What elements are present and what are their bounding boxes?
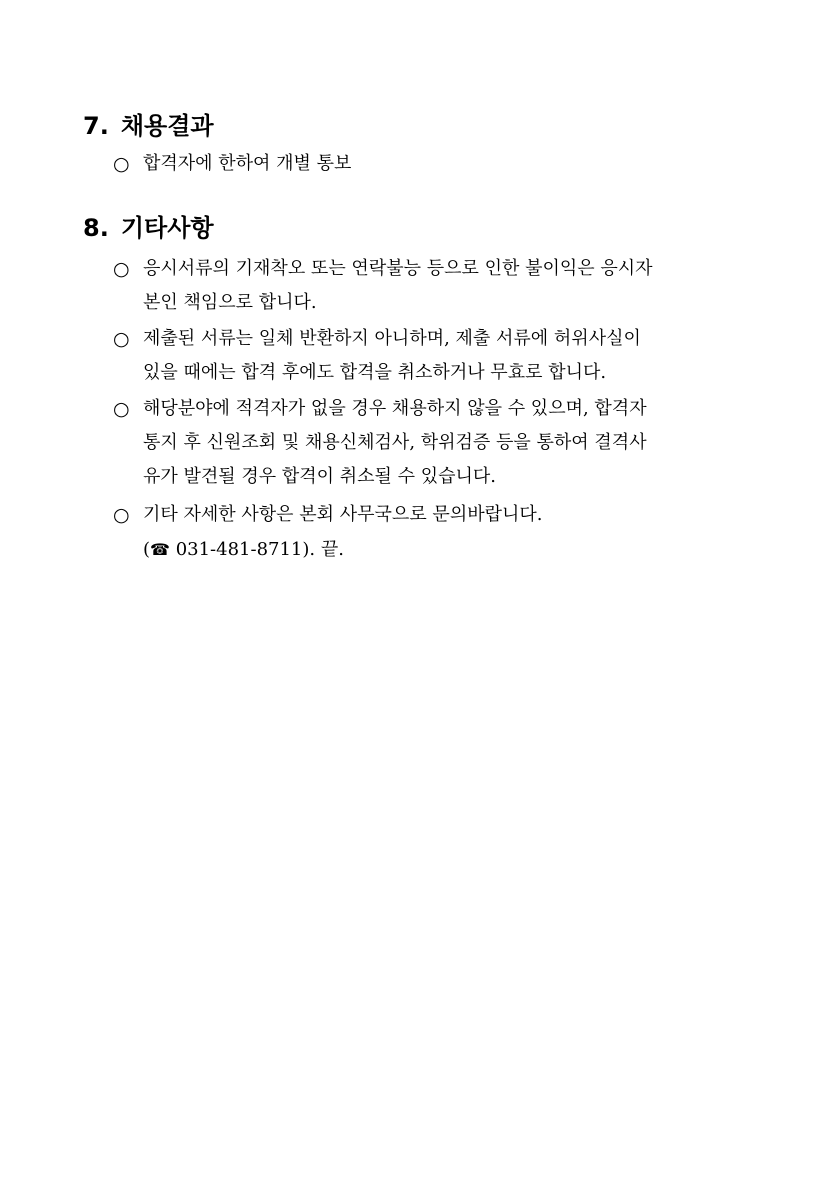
section-title: 기타사항: [120, 214, 214, 242]
item-line: 응시서류의 기재착오 또는 연락불능 등으로 인한 불이익은 응시자: [143, 258, 653, 279]
item-line: 해당분야에 적격자가 없을 경우 채용하지 않을 수 있으며, 합격자: [143, 398, 647, 419]
list-item: [113, 392, 763, 494]
item-line: 있을 때에는 합격 후에도 합격을 취소하거나 무효로 합니다.: [143, 362, 607, 383]
list-item: [113, 498, 763, 532]
list-item: [113, 252, 763, 320]
section-heading-8: [83, 214, 214, 242]
item-line: 유가 발견될 경우 합격이 취소될 수 있습니다.: [143, 466, 497, 487]
contact-line: [143, 533, 344, 567]
contact-open-paren: (: [143, 539, 151, 560]
item-line: 기타 자세한 사항은 본회 사무국으로 문의바랍니다.: [143, 504, 543, 525]
section-number: 8.: [83, 214, 109, 242]
item-line: 합격자에 한하여 개별 통보: [143, 153, 352, 174]
item-line: 본인 책임으로 합니다.: [143, 292, 317, 313]
telephone-icon: ☎: [150, 540, 170, 559]
circle-bullet-icon: ○: [113, 504, 130, 526]
section-heading-7: [83, 112, 214, 140]
item-line: 통지 후 신원조회 및 채용신체검사, 학위검증 등을 통하여 결격사: [143, 432, 647, 453]
contact-closing: ). 끝.: [302, 539, 344, 560]
circle-bullet-icon: ○: [113, 398, 130, 420]
item-line: 제출된 서류는 일체 반환하지 아니하며, 제출 서류에 허위사실이: [143, 328, 641, 349]
contact-phone-number: 031-481-8711: [169, 539, 303, 560]
list-item: [113, 322, 763, 390]
circle-bullet-icon: ○: [113, 328, 130, 350]
section-title: 채용결과: [120, 112, 214, 140]
list-item: [113, 147, 763, 181]
circle-bullet-icon: ○: [113, 153, 130, 175]
circle-bullet-icon: ○: [113, 258, 130, 280]
section-number: 7.: [83, 112, 109, 140]
